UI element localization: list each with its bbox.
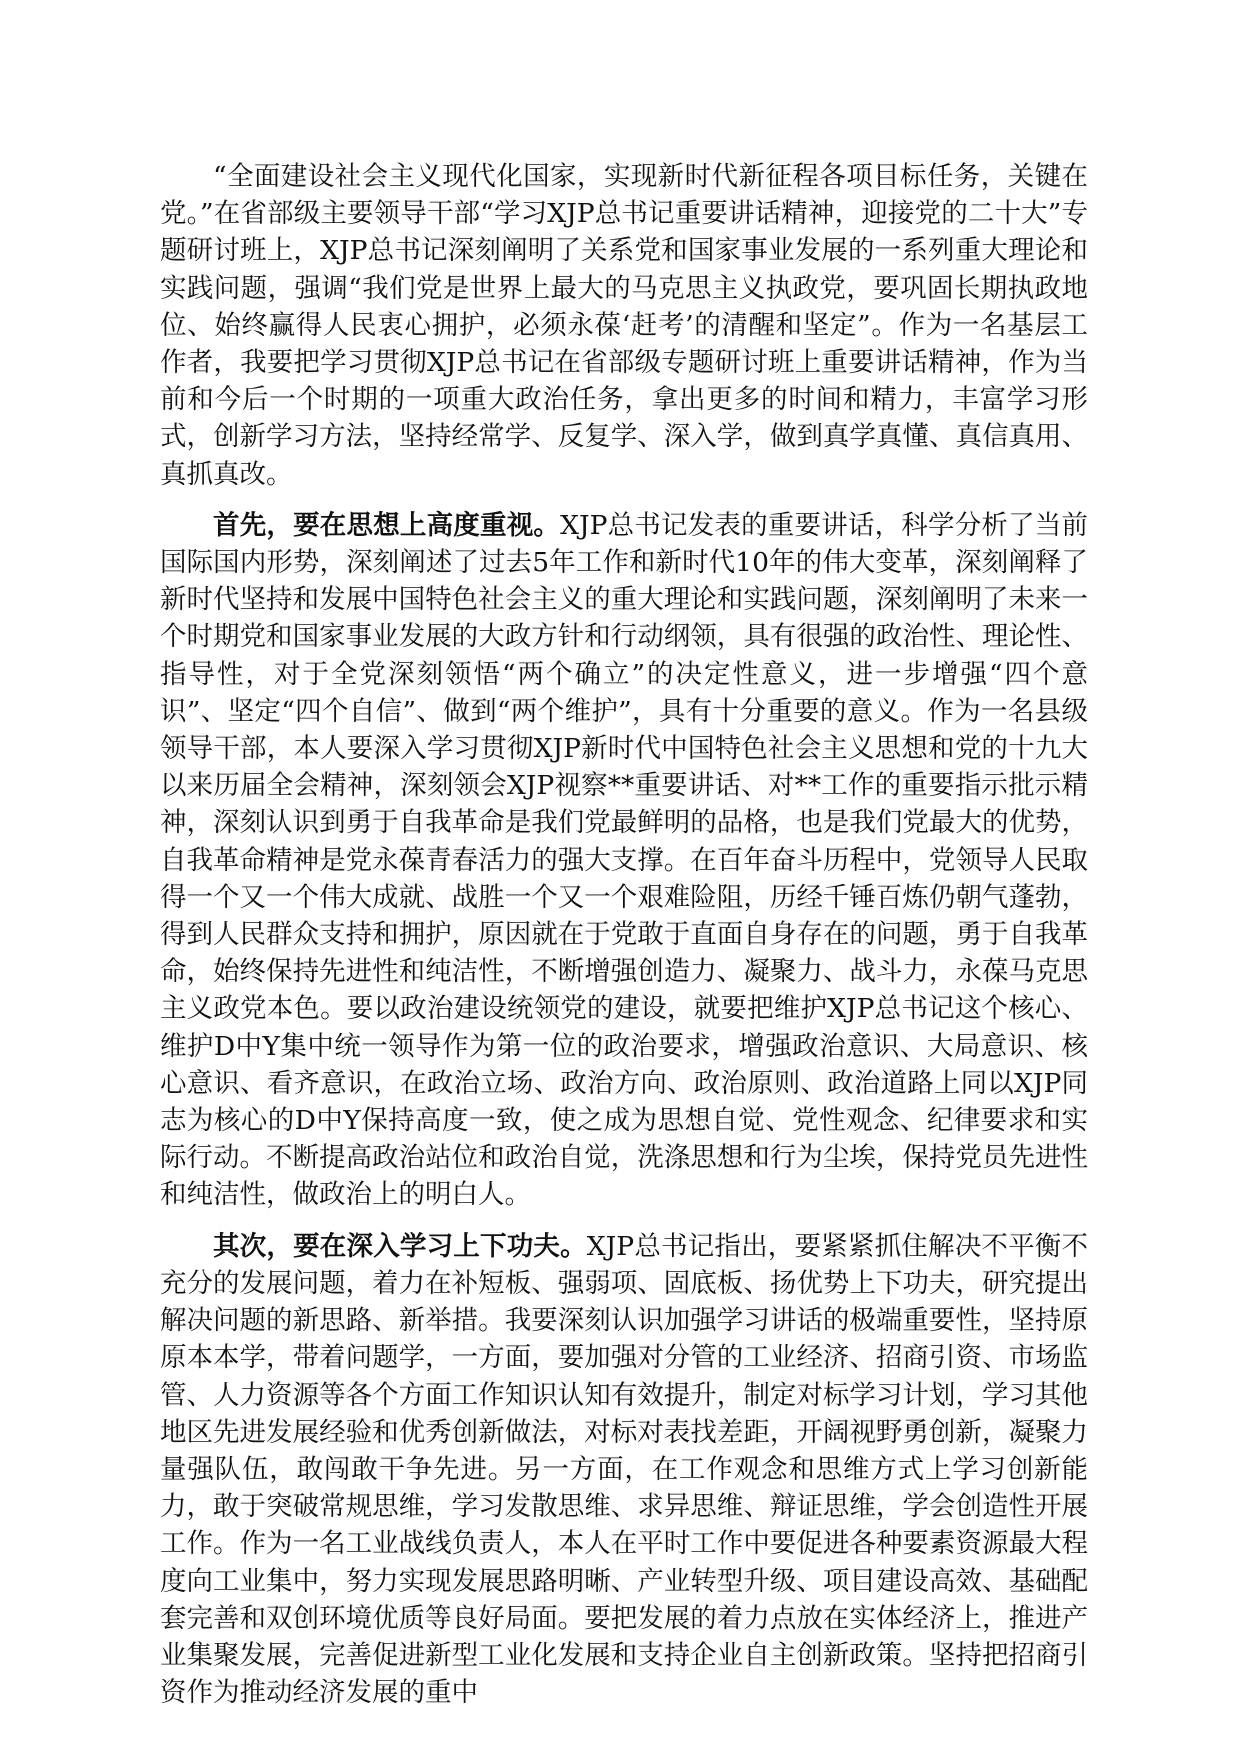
paragraph-lead: 首先，要在思想上高度重视。 xyxy=(213,509,561,541)
paragraph-body: XJP总书记发表的重要讲话，科学分析了当前国际国内形势，深刻阐述了过去5年工作和新时代10年的伟大变革，深刻阐释了新时代坚持和发展中国特色社会主义的重大理论和实践问题，深刻阐明了未来一个时期党和国家事业发展的大政方针和行动纲领，具有很强的政治性、理论性、指导性，对于全党深刻领悟“两个确立”的决定性意义，进一步增强“四个意识”、坚定“四个自信”、做到“两个维护”，具有十分重要的意义。作为一名县级领导干部，本人要深入学习贯彻XJP新时代中国特色社会主义思想和党的十九大以来历届全会精神，深刻领会XJP视察**重要讲话、对**工作的重要指示批示精神，深刻认识到勇于自我革命是我们党最鲜明的品格，也是我们党最大的优势，自我革命精神是党永葆青春活力的强大支撑。在百年奋斗历程中，党领导人民取得一个又一个伟大成就、战胜一个又一个艰难险阻，历经千锤百炼仍朝气蓬勃，得到人民群众支持和拥护，原因就在于党敢于直面自身存在的问题，勇于自我革命，始终保持先进性和纯洁性，不断增强创造力、凝聚力、战斗力，永葆马克思主义政党本色。要以政治建设统领党的建设，就要把维护XJP总书记这个核心、维护D中Y集中统一领导作为第一位的政治要求，增强政治意识、大局意识、核心意识、看齐意识，在政治立场、政治方向、政治原则、政治道路上同以XJP同志为核心的D中Y保持高度一致，使之成为思想自觉、党性观念、纪律要求和实际行动。不断提高政治站位和政治自觉，洗涤思想和行为尘埃，保持党员先进性和纯洁性，做政治上的明白人。 xyxy=(160,509,1088,1211)
paragraph-first-point xyxy=(160,507,1088,1214)
paragraph-body: XJP总书记指出，要紧紧抓住解决不平衡不充分的发展问题，着力在补短板、强弱项、固底板、扬优势上下功夫，研究提出解决问题的新思路、新举措。我要深刻认识加强学习讲话的极端重要性，坚持原原本本学，带着问题学，一方面，要加强对分管的工业经济、招商引资、市场监管、人力资源等各个方面工作知识认知有效提升，制定对标学习计划，学习其他地区先进发展经验和优秀创新做法，对标对表找差距，开阔视野勇创新，凝聚力量强队伍，敢闯敢干争先进。另一方面，在工作观念和思维方式上学习创新能力，敢于突破常规思维，学习发散思维、求异思维、辩证思维，学会创造性开展工作。作为一名工业战线负责人，本人在平时工作中要促进各种要素资源最大程度向工业集中，努力实现发展思路明晰、产业转型升级、项目建设高效、基础配套完善和双创环境优质等良好局面。要把发展的着力点放在实体经济上，推进产业集聚发展，完善促进新型工业化发展和支持企业自主创新政策。坚持把招商引资作为推动经济发展的重中 xyxy=(160,1230,1089,1709)
paragraph-body: “全面建设社会主义现代化国家，实现新时代新征程各项目标任务，关键在党。”在省部级主要领导干部“学习XJP总书记重要讲话精神，迎接党的二十大”专题研讨班上，XJP总书记深刻阐明了关系党和国家事业发展的一系列重大理论和实践问题，强调“我们党是世界上最大的马克思主义执政党，要巩固长期执政地位、始终赢得人民衷心拥护，必须永葆‘赶考’的清醒和坚定”。作为一名基层工作者，我要把学习贯彻XJP总书记在省部级专题研讨班上重要讲话精神，作为当前和今后一个时期的一项重大政治任务，拿出更多的时间和精力，丰富学习形式，创新学习方法，坚持经常学、反复学、深入学，做到真学真懂、真信真用、真抓真改。 xyxy=(160,161,1088,490)
paragraph-lead: 其次，要在深入学习上下功夫。 xyxy=(213,1230,587,1262)
paragraph-second-point xyxy=(160,1228,1088,1712)
document-page xyxy=(160,158,1088,1711)
paragraph-intro xyxy=(160,158,1088,493)
